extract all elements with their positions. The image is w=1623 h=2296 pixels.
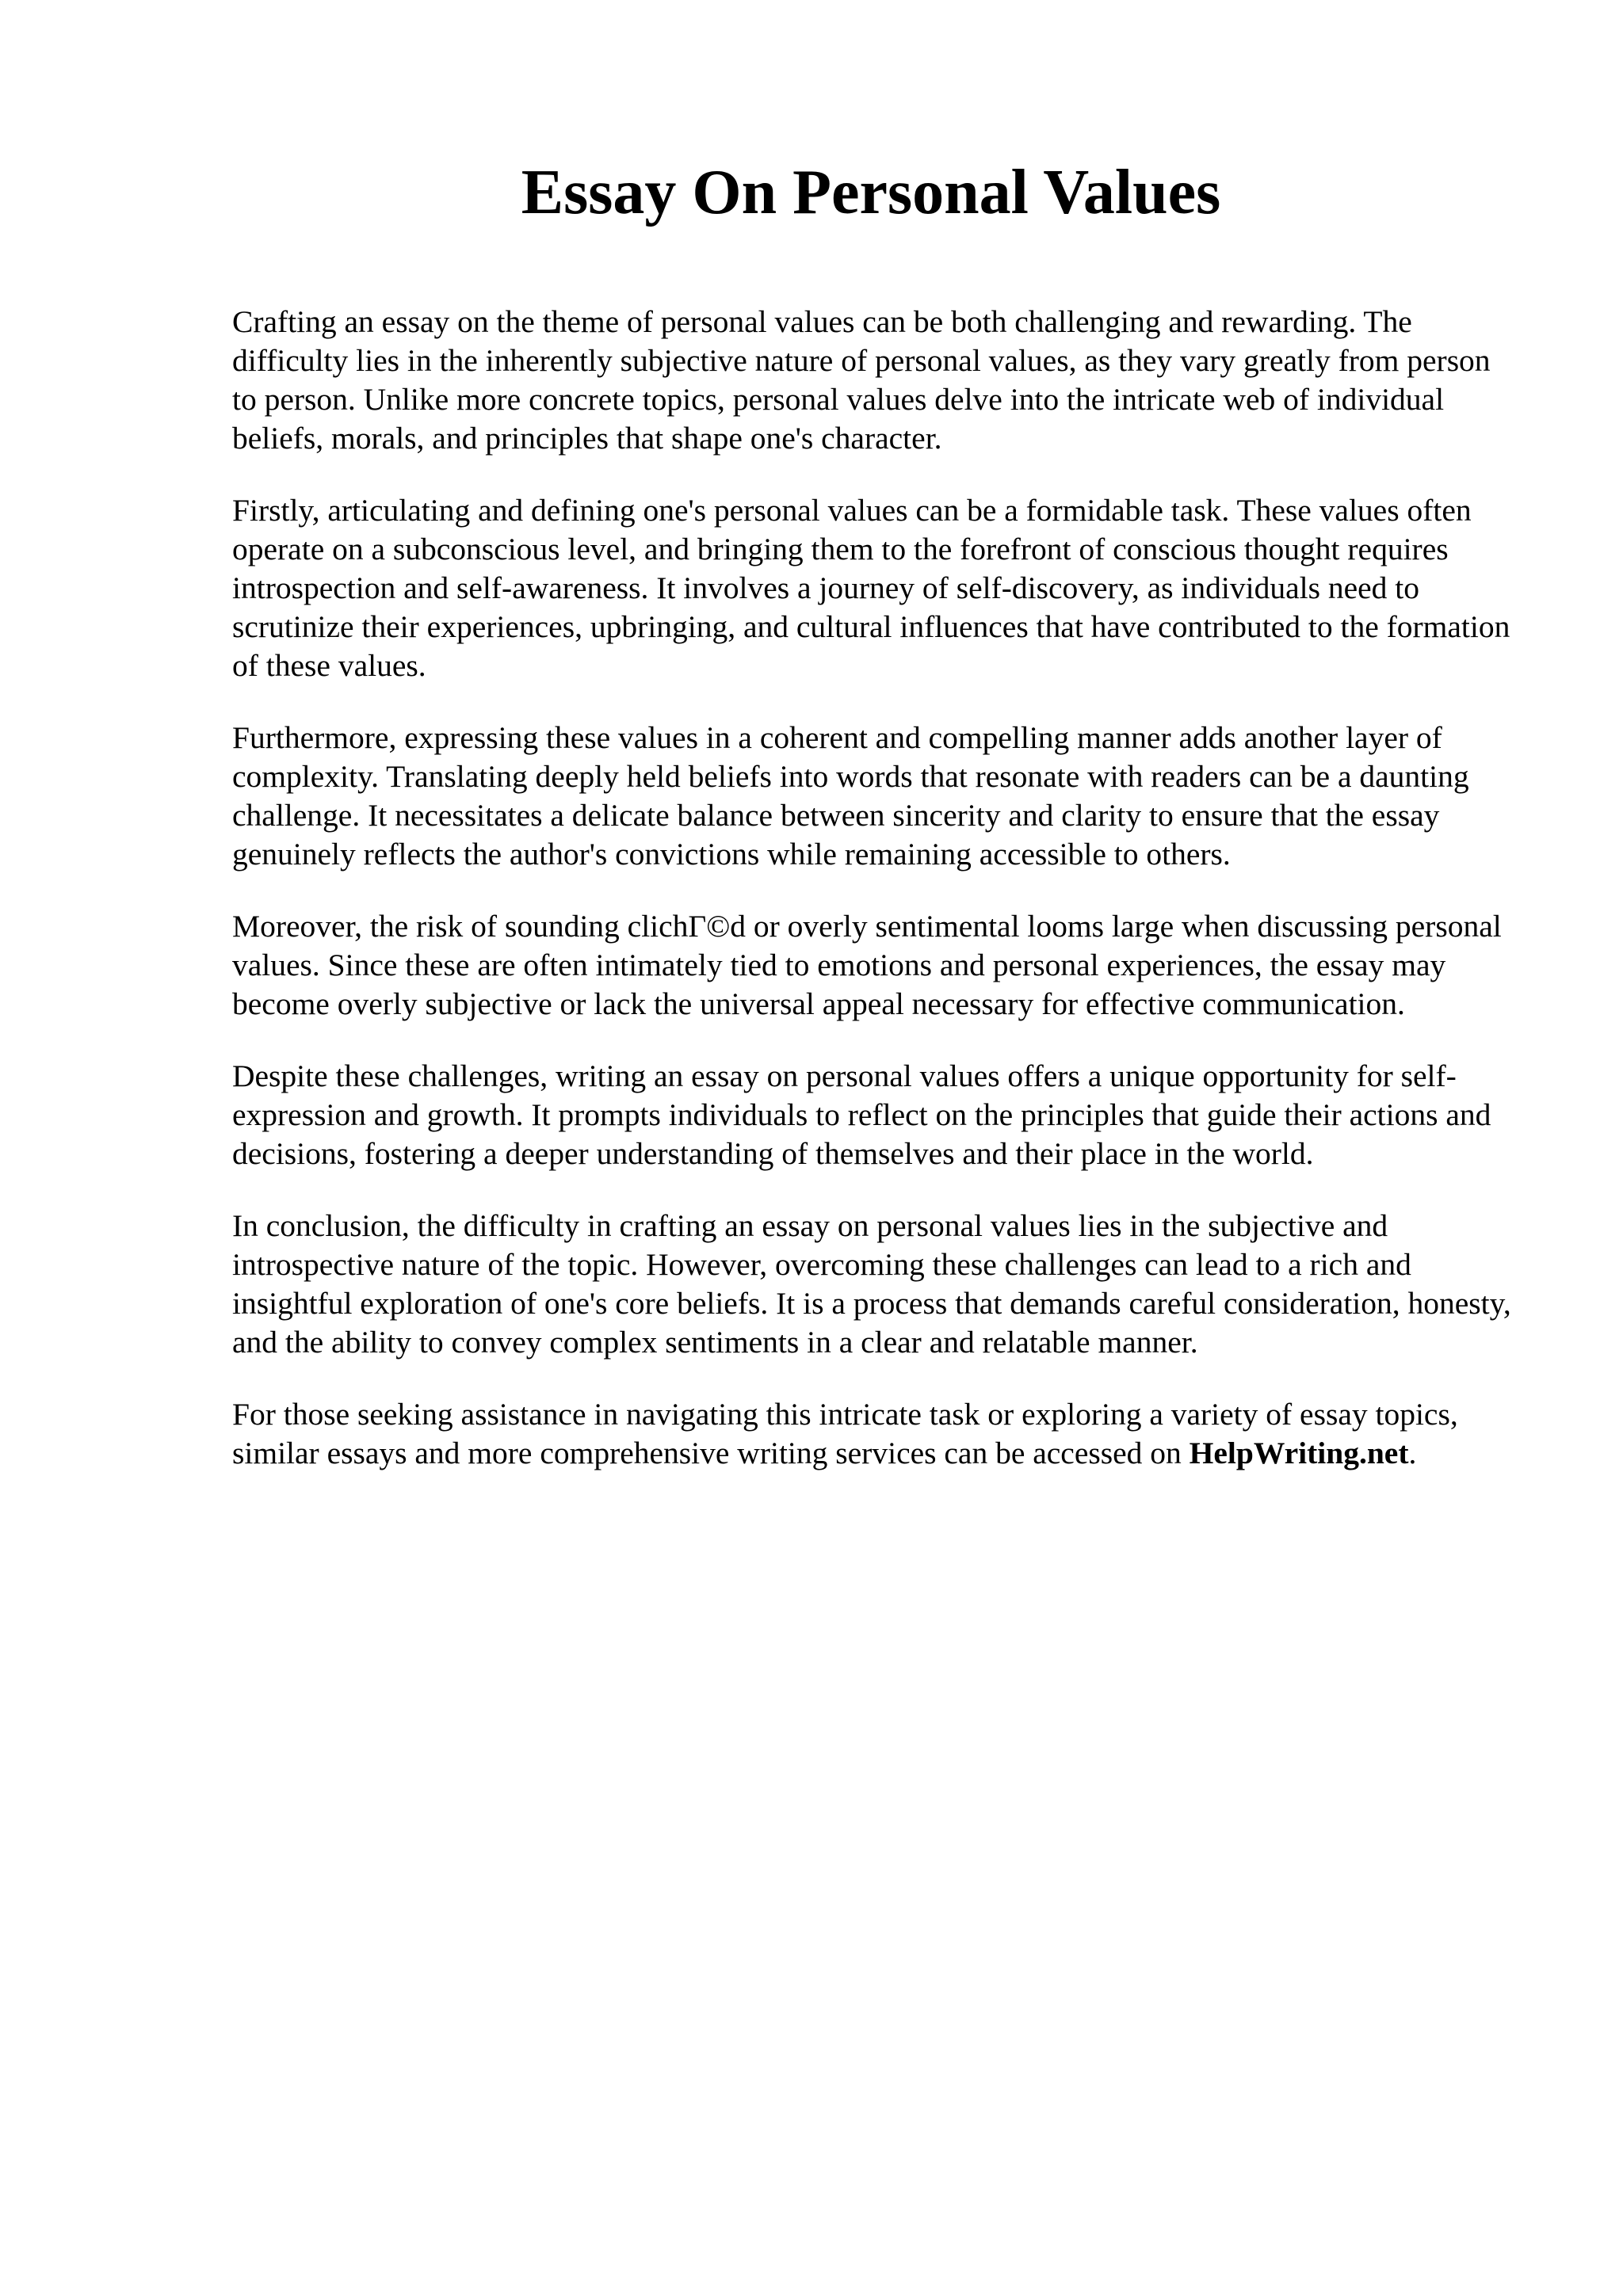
- closing-period: .: [1408, 1436, 1417, 1470]
- page-title: Essay On Personal Values: [521, 158, 1221, 227]
- closing-paragraph: [232, 1395, 1516, 1473]
- helpwriting-link[interactable]: HelpWriting.net: [1189, 1436, 1409, 1470]
- paragraph-6: In conclusion, the difficulty in crafting an essay on personal values lies in the subjective and introspective nature of the topic. However, overcoming these challenges can lead to a rich and insightful exploration of one's core beliefs. It is a process that demands careful consideration, honesty, and the ability to convey complex sentiments in a clear and relatable manner.: [232, 1208, 1511, 1360]
- paragraph-1: Crafting an essay on the theme of personal values can be both challenging and rewarding. The difficulty lies in the inherently subjective nature of personal values, as they vary greatly from person to person. Unlike more concrete topics, personal values delve into the intricate web of individual beliefs, morals, and principles that shape one's character.: [232, 304, 1491, 456]
- paragraph-3: Furthermore, expressing these values in a coherent and compelling manner adds another layer of complexity. Translating deeply held beliefs into words that resonate with readers can be a daunting challenge. It necessitates a delicate balance between sincerity and clarity to ensure that the essay genuinely reflects the author's convictions while remaining accessible to others.: [232, 720, 1469, 871]
- paragraph-4: Moreover, the risk of sounding clichΓ©d or overly sentimental looms large when discussing personal values. Since these are often intimately tied to emotions and personal experiences, the essay may become overly subjective or lack the universal appeal necessary for effective communication.: [232, 909, 1502, 1021]
- paragraph-5: Despite these challenges, writing an essay on personal values offers a unique opportunity for self-expression and growth. It prompts individuals to reflect on the principles that guide their actions and decisions, fostering a deeper understanding of themselves and their place in the world.: [232, 1058, 1491, 1171]
- paragraph-2: Firstly, articulating and defining one's personal values can be a formidable task. These values often operate on a subconscious level, and bringing them to the forefront of conscious thought requires introspection and self-awareness. It involves a journey of self-discovery, as individuals need to scrutinize their experiences, upbringing, and cultural influences that have contributed to the formation of these values.: [232, 493, 1510, 683]
- essay-body: [232, 303, 1516, 1506]
- closing-text: For those seeking assistance in navigating this intricate task or exploring a variety of essay topics, similar essays and more comprehensive writing services can be accessed on: [232, 1397, 1458, 1470]
